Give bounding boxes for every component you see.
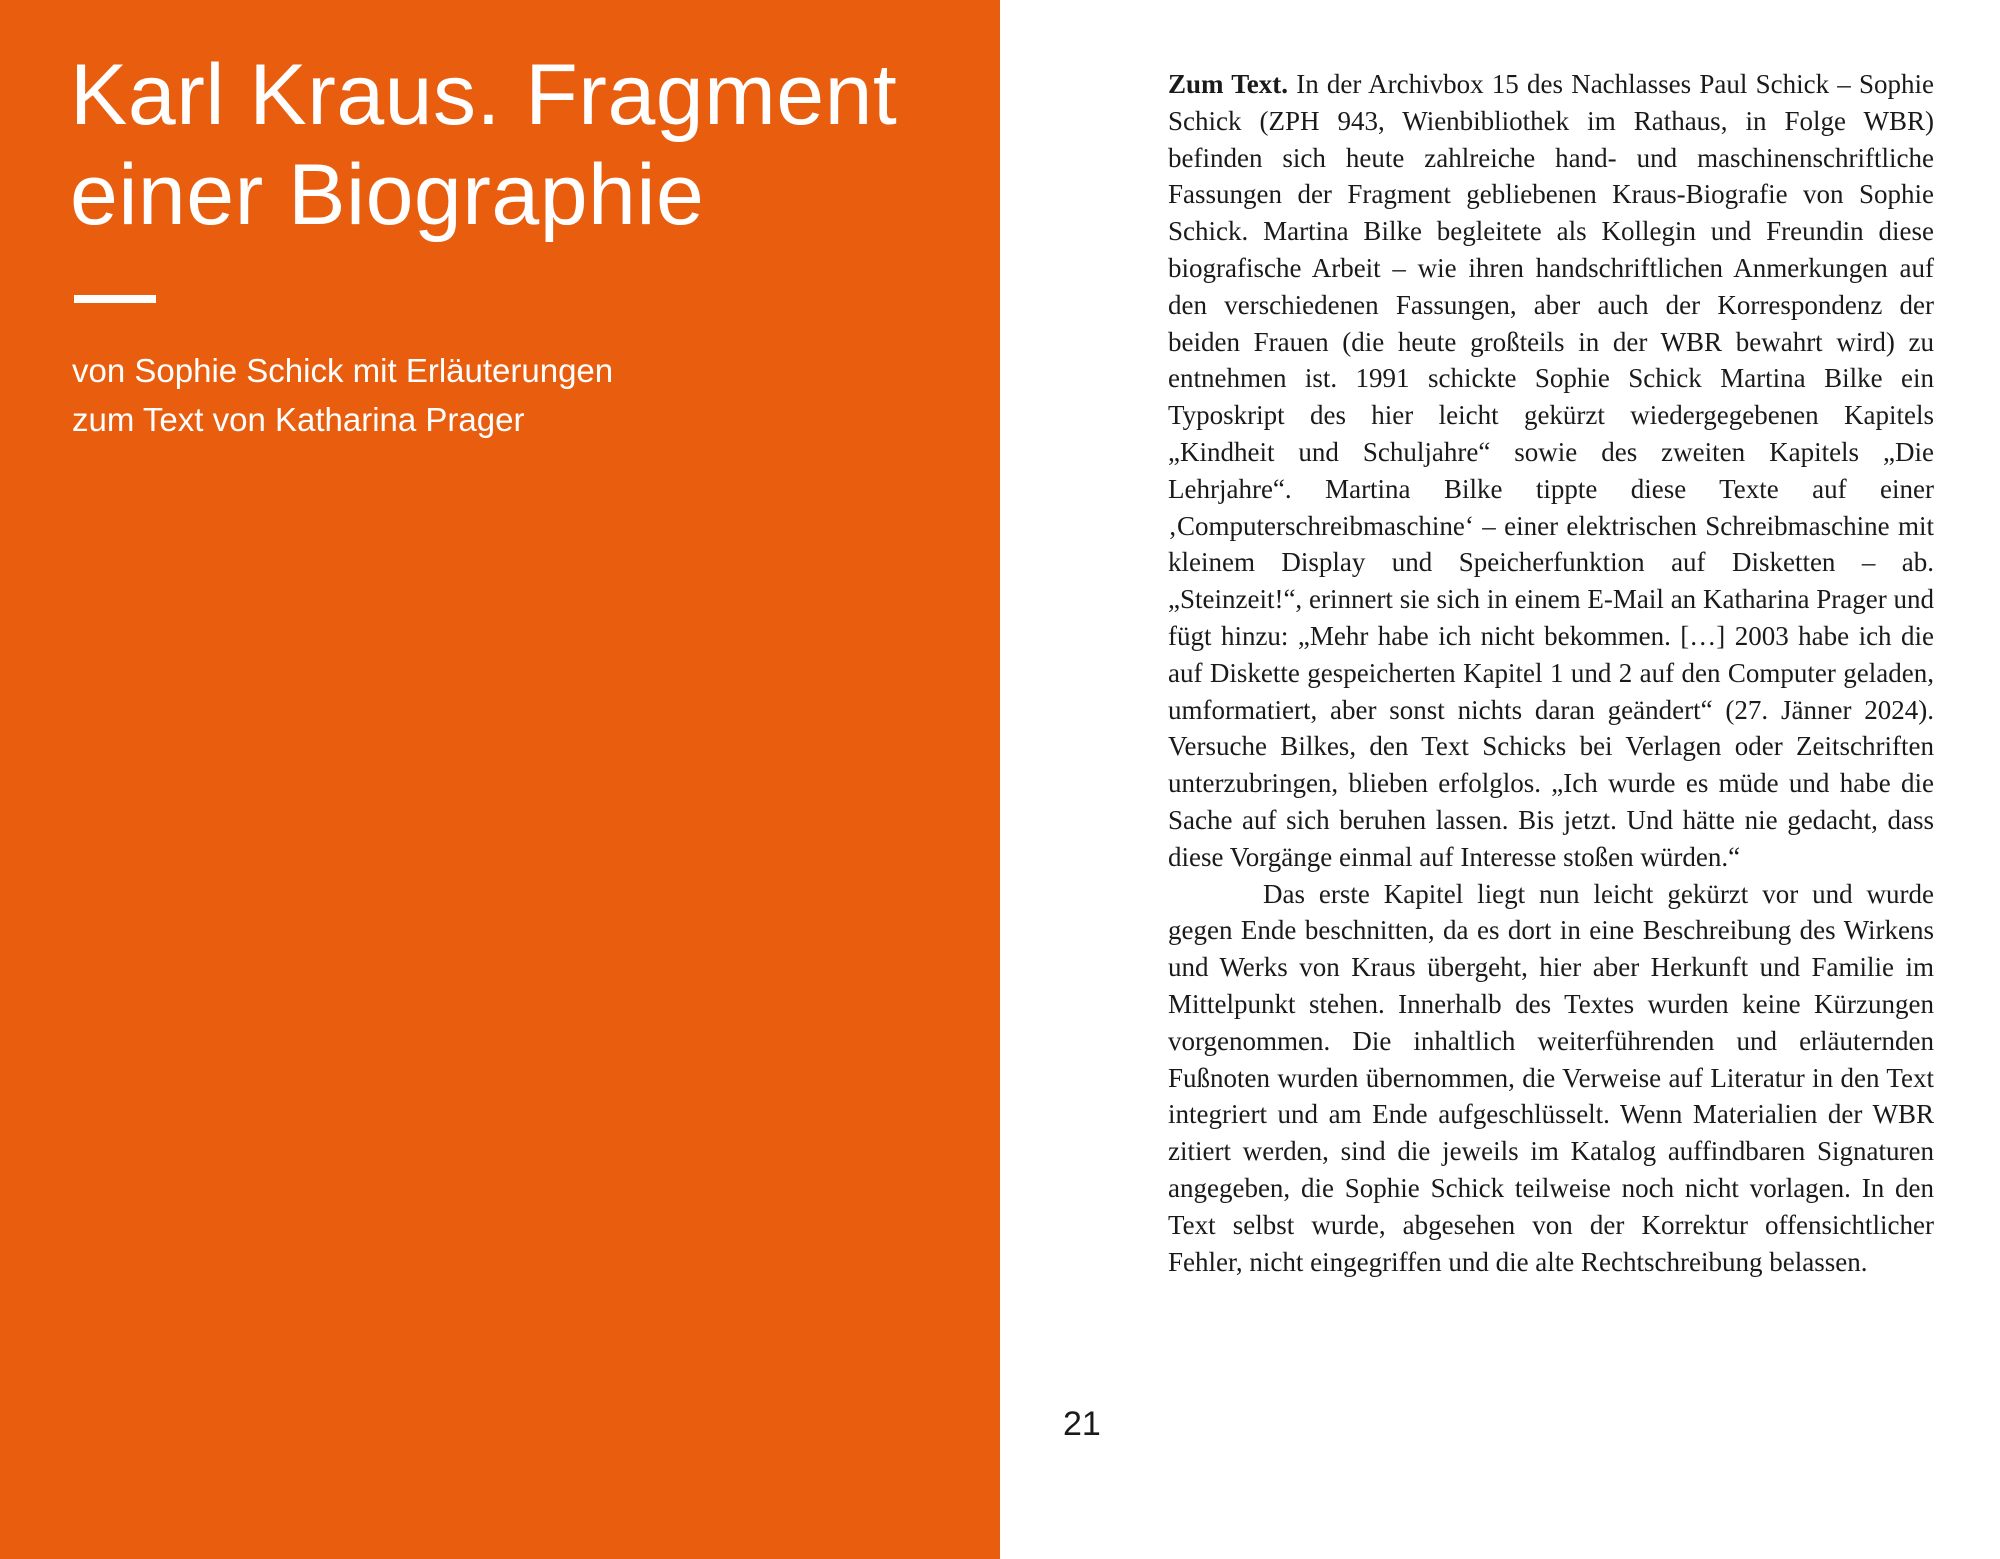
paragraph-1 — [1168, 66, 1934, 876]
title-divider — [74, 295, 156, 303]
body-text — [1168, 66, 1934, 1280]
subtitle-line: zum Text von Katharina Prager — [72, 401, 525, 438]
page-title: Karl Kraus. Fragment einer Biographie — [70, 47, 898, 243]
page-number: 21 — [1063, 1405, 1101, 1443]
lead-in: Zum Text. — [1168, 69, 1288, 99]
paragraph-1-text: In der Archivbox 15 des Nachlasses Paul Schick – Sophie Schick (ZPH 943, Wienbibliothek im Rathaus, in Folge WBR) befinden sich heute zahlreiche hand- und maschinenschriftliche Fassungen der Fragment gebliebenen Kraus-Biografie von Sophie Schick. Martina Bilke begleitete als Kollegin und Freundin diese biografische Arbeit – wie ihren handschriftlichen Anmerkungen auf den verschiedenen Fassungen, aber auch der Korrespondenz der beiden Frauen (die heute großteils in der WBR bewahrt wird) zu entnehmen ist. 1991 schickte Sophie Schick Martina Bilke ein Typoskript des hier leicht gekürzt wiedergegebenen Kapitels „Kindheit und Schuljahre“ sowie des zweiten Kapitels „Die Lehrjahre“. Martina Bilke tippte diese Texte auf einer ‚Computerschreibmaschine‘ – einer elektrischen Schreibmaschine mit kleinem Display und Speicherfunktion auf Disketten – ab. „Steinzeit!“, erinnert sie sich in einem E-Mail an Katharina Prager und fügt hinzu: „Mehr habe ich nicht bekommen. […] 2003 habe ich die auf Diskette gespeicherten Kapitel 1 und 2 auf den Computer geladen, umformatiert, aber sonst nichts daran geändert“ (27. Jänner 2024). Versuche Bilkes, den Text Schicks bei Verlagen oder Zeitschriften unterzubringen, blieben erfolglos. „Ich wurde es müde und habe die Sache auf sich beruhen lassen. Bis jetzt. Und hätte nie gedacht, dass diese Vorgänge einmal auf Interesse stoßen würden.“ — [1168, 69, 1934, 872]
subtitle-line: von Sophie Schick mit Erläuterungen — [72, 352, 614, 389]
paragraph-2: Das erste Kapitel liegt nun leicht gekürzt vor und wurde gegen Ende beschnitten, da es dort in eine Beschreibung des Wirkens und Werks von Kraus übergeht, hier aber Herkunft und Familie im Mittelpunkt stehen. Innerhalb des Textes wurden keine Kürzungen vorgenommen. Die inhaltlich weiterführenden und erläuternden Fußnoten wurden übernommen, die Verweise auf Literatur in den Text integriert und am Ende aufgeschlüsselt. Wenn Materialien der WBR zitiert werden, sind die jeweils im Katalog auffindbaren Signaturen angegeben, die Sophie Schick teilweise noch nicht vorlagen. In den Text selbst wurde, abgesehen von der Korrektur offensichtlicher Fehler, nicht eingegriffen und die alte Rechtschreibung belassen. — [1168, 878, 1934, 1277]
subtitle — [72, 346, 952, 444]
